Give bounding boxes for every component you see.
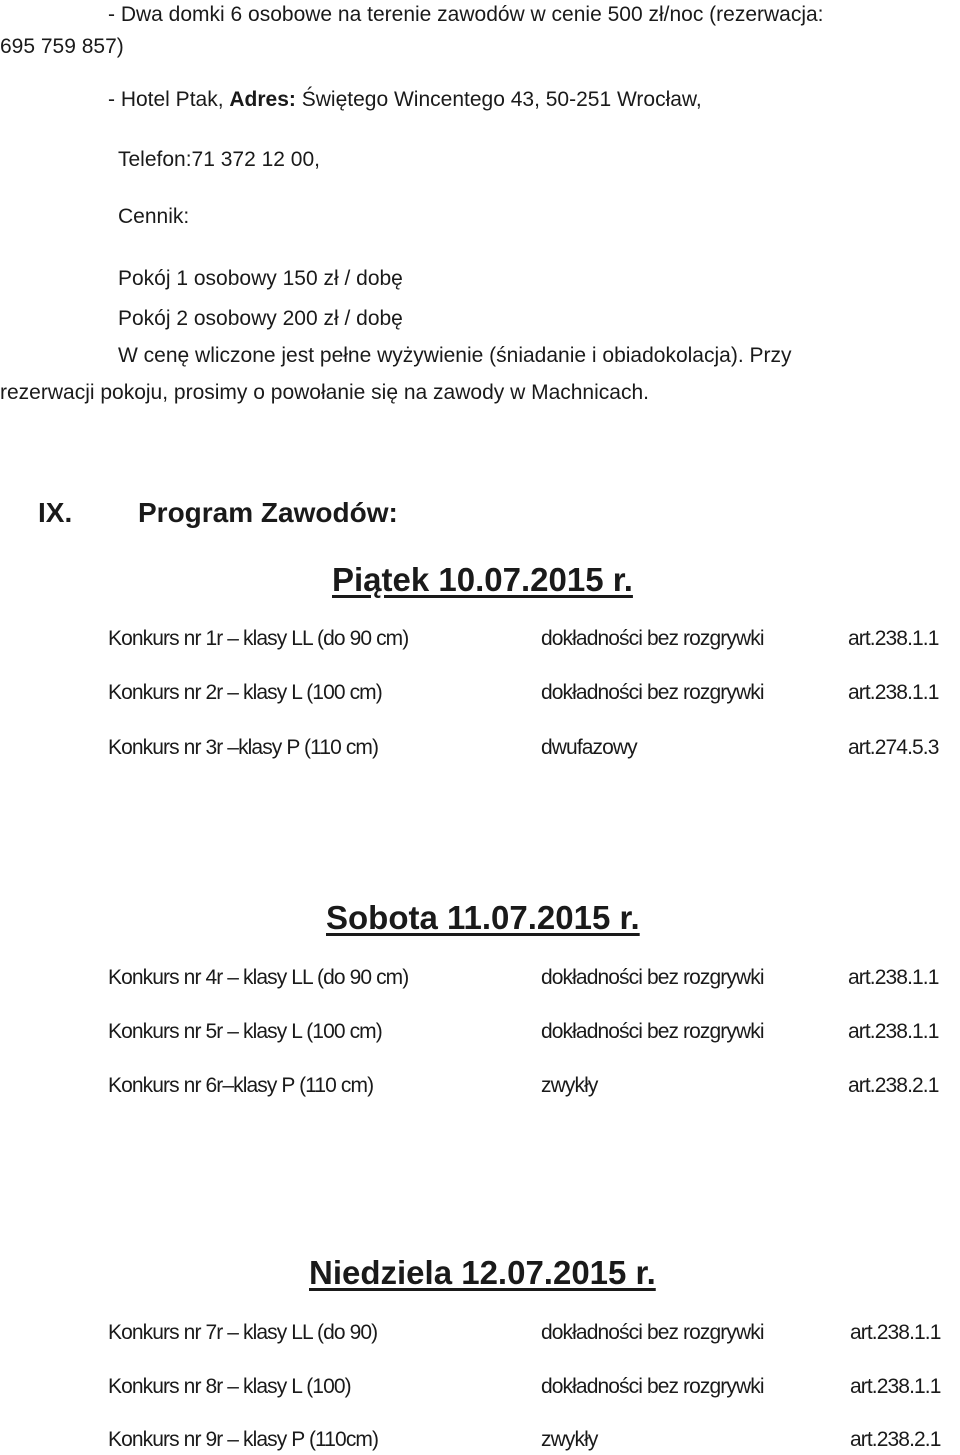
cabins-text-line1: - Dwa domki 6 osobowe na terenie zawodów w cenie 500 zł/noc (rezerwacja:: [108, 3, 824, 26]
hotel-address-label: Adres:: [229, 88, 296, 111]
competition-type: dokładności bez rozgrywki: [541, 1375, 764, 1398]
competition-name: Konkurs nr 2r – klasy L (100 cm): [108, 681, 382, 704]
competition-type: dokładności bez rozgrywki: [541, 681, 764, 704]
competition-row: [108, 1017, 960, 1047]
section-heading: [38, 496, 398, 530]
competition-type: dokładności bez rozgrywki: [541, 1020, 764, 1043]
competition-name: Konkurs nr 6r–klasy P (110 cm): [108, 1074, 374, 1097]
competition-type: dwufazowy: [541, 736, 637, 759]
hotel-line: [108, 87, 702, 113]
competition-name: Konkurs nr 8r – klasy L (100): [108, 1375, 351, 1398]
competition-article: art.238.1.1: [848, 1020, 939, 1043]
competition-type: dokładności bez rozgrywki: [541, 1321, 764, 1344]
competition-row: [108, 963, 960, 993]
hotel-address: Świętego Wincentego 43, 50-251 Wrocław,: [295, 88, 702, 111]
section-number: IX.: [38, 497, 73, 528]
competition-type: zwykły: [541, 1428, 598, 1451]
price-single-room: Pokój 1 osobowy 150 zł / dobę: [118, 267, 403, 290]
day-title-friday: Piątek 10.07.2015 r.: [332, 561, 633, 598]
pricelist-label: Cennik:: [118, 205, 190, 228]
competition-row: [108, 624, 960, 654]
competition-name: Konkurs nr 3r –klasy P (110 cm): [108, 736, 379, 759]
competition-row: [108, 1318, 960, 1348]
competition-article: art.238.2.1: [848, 1074, 939, 1097]
board-note-line1: W cenę wliczone jest pełne wyżywienie (śniadanie i obiadokolacja). Przy: [118, 344, 792, 367]
section-title: Program Zawodów:: [138, 497, 398, 528]
competition-row: [108, 1425, 960, 1455]
competition-type: zwykły: [541, 1074, 598, 1097]
board-note-line2: rezerwacji pokoju, prosimy o powołanie się na zawody w Machnicach.: [0, 381, 649, 404]
competition-article: art.238.1.1: [848, 681, 939, 704]
competition-row: [108, 1372, 960, 1402]
competition-name: Konkurs nr 5r – klasy L (100 cm): [108, 1020, 382, 1043]
competition-article: art.238.2.1: [850, 1428, 941, 1451]
competition-row: [108, 1071, 960, 1101]
competition-type: dokładności bez rozgrywki: [541, 966, 764, 989]
competition-row: [108, 678, 960, 708]
competition-name: Konkurs nr 1r – klasy LL (do 90 cm): [108, 627, 409, 650]
day-title-saturday: Sobota 11.07.2015 r.: [326, 899, 640, 936]
cabins-text-line2: 695 759 857): [0, 35, 124, 58]
competition-article: art.238.1.1: [848, 966, 939, 989]
competition-article: art.274.5.3: [848, 736, 939, 759]
competition-type: dokładności bez rozgrywki: [541, 627, 764, 650]
competition-article: art.238.1.1: [850, 1375, 941, 1398]
hotel-name: - Hotel Ptak,: [108, 88, 230, 111]
competition-name: Konkurs nr 4r – klasy LL (do 90 cm): [108, 966, 409, 989]
competition-name: Konkurs nr 9r – klasy P (110cm): [108, 1428, 379, 1451]
competition-row: [108, 733, 960, 763]
price-double-room: Pokój 2 osobowy 200 zł / dobę: [118, 307, 403, 330]
competition-article: art.238.1.1: [850, 1321, 941, 1344]
competition-name: Konkurs nr 7r – klasy LL (do 90): [108, 1321, 378, 1344]
day-title-sunday: Niedziela 12.07.2015 r.: [309, 1254, 656, 1291]
hotel-phone: Telefon:71 372 12 00,: [118, 148, 321, 171]
competition-article: art.238.1.1: [848, 627, 939, 650]
